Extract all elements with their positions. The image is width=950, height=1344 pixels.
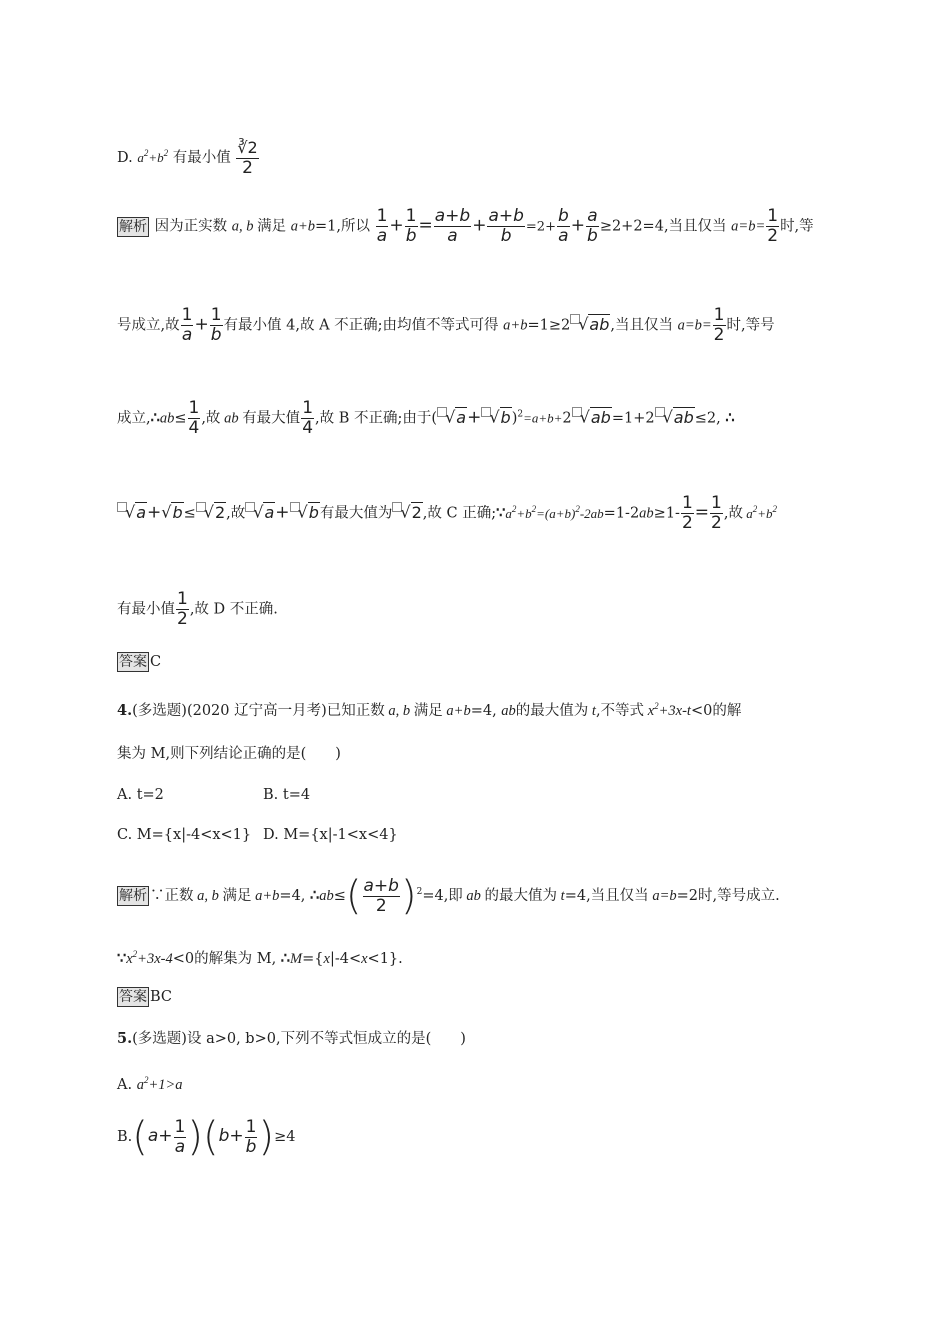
solution-line-2: 号成立,故 $\frac{1}{a}$ + $\frac{1}{b}$ 有最小值 4,故 A 不正确;由均值不等式可得 a+b=1≥2 √ab,当且仅当 a=b= $\frac{1}{2}$ 时,等号: [117, 305, 775, 345]
q4-answer-line: 答案 BC: [119, 989, 173, 1005]
q5-stem: 5.(多选题)设 a>0, b>0,下列不等式恒成立的是( ): [117, 1030, 466, 1047]
solution-line-3: 成立,∴ab≤ $\frac{1}{4}$ ,故 ab 有最大值 $\frac{1}{4}$ ,故 B 不正确;由于( √a+ √b)$^2$=a+b+2 √ab=1+2 √ab≤2, ∴: [117, 398, 735, 438]
q4-option-b: B. t=4: [263, 787, 311, 803]
q5-option-a: A. $a^2+1>a$: [117, 1075, 183, 1093]
q4-option-a: A. t=2: [117, 787, 164, 803]
q5-option-b: B.(a+ $\frac{1}{a}$ )(b+ $\frac{1}{b}$ )≥4: [117, 1114, 296, 1160]
solution-line-5: 有最小值 $\frac{1}{2}$ ,故 D 不正确.: [117, 589, 278, 629]
option-d-line: D. $a^2+b^2$ 有最小值 $\frac{∛2}{2}$: [117, 138, 258, 178]
answer-tag: 答案: [119, 989, 147, 1005]
q4-solution-line-2: $\because x^2+3x-4<0$的解集为 M, ∴M={x|-4<x<1}.: [117, 949, 403, 967]
answer-line-3: 答案 C: [119, 654, 162, 670]
analysis-tag: 解析: [119, 218, 147, 235]
q4-solution-line-1: 解析 ∵正数 a, b 满足 a+b=4, ∴ab≤( $\frac{a+b}{2}$ )$^2$=4,即 ab 的最大值为 t=4,当且仅当 a=b=2时,等号成立.: [119, 873, 780, 919]
solution-line-4: √a+√b≤ √2,故 √a+ √b有最大值为 √2,故 C 正确$;\because a^2+b^2=(a+b)^2-2ab=1-2ab\ge 1-$ $\frac{1}{2}$ = $\frac{1}{2}$ ,故 $a^2+b^2$: [117, 494, 777, 533]
q4-option-d: D. M={x|-1<x<4}: [263, 827, 398, 843]
solution-line-1: 解析 因为正实数 a, b 满足 a+b=1,所以 $\frac{1}{a}$ + $\frac{1}{b}$ = $\frac{a+b}{a}$ + $\frac{a+b}{b}$ =2+ $\frac{b}{a}$ + $\frac{a}{b}$ ≥2+2=4,当且仅当 a=b= $\frac{1}{2}$ 时,等: [119, 206, 814, 246]
q4-option-c: C. M={x|-4<x<1}: [117, 827, 252, 843]
fraction: $\frac{∛2}{2}$: [237, 138, 258, 178]
q4-stem-line-2: 集为 M,则下列结论正确的是( ): [117, 746, 341, 762]
analysis-tag: 解析: [119, 888, 147, 904]
q4-stem-line-1: 4.(多选题)(2020 辽宁高一月考)已知正数 a, b 满足 a+b=4, ab的最大值为 t,不等式 $x^2+3x-t<0$的解: [117, 701, 742, 719]
answer-tag: 答案: [119, 654, 147, 670]
